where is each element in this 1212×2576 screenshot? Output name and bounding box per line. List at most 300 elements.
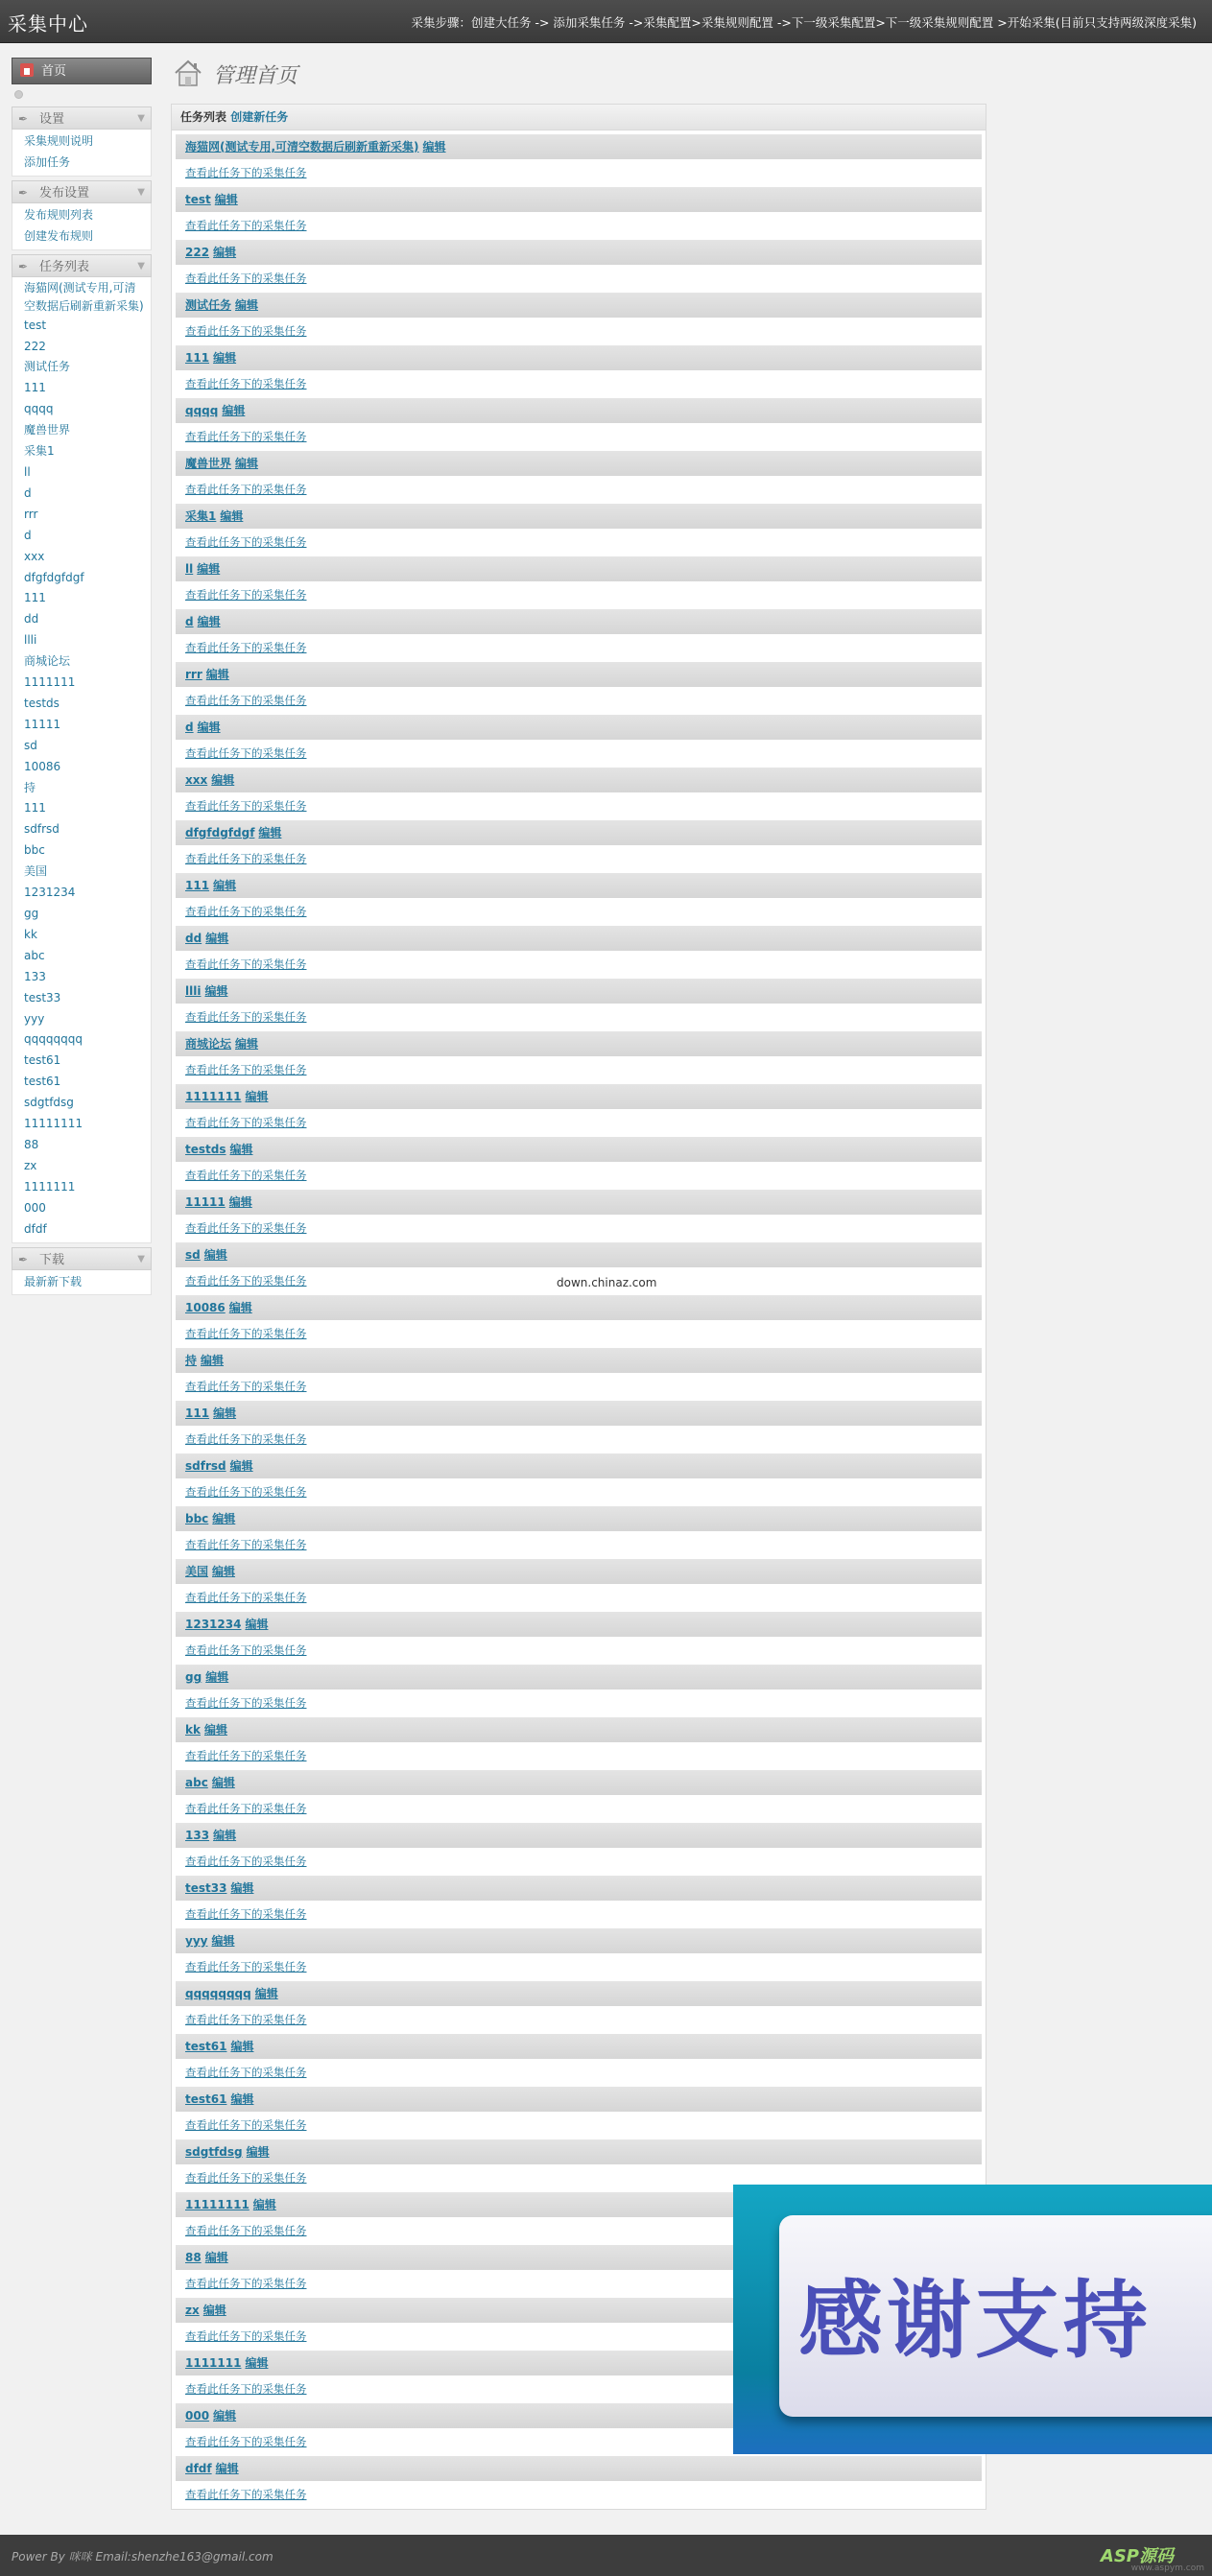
- collapse-caret-icon[interactable]: ▼: [137, 1253, 145, 1264]
- task-edit-link[interactable]: 编辑: [213, 2409, 237, 2422]
- task-edit-link[interactable]: 编辑: [229, 1143, 253, 1156]
- sidebar-item[interactable]: d: [24, 528, 32, 542]
- task-sub-row: [176, 1901, 982, 1928]
- task-edit-link[interactable]: 编辑: [203, 1723, 227, 1737]
- task-edit-link[interactable]: 编辑: [211, 1934, 235, 1948]
- sidebar-item[interactable]: 测试任务: [24, 360, 71, 374]
- task-name-link[interactable]: kk: [185, 1723, 201, 1737]
- sidebar-item[interactable]: 133: [24, 969, 46, 983]
- task-sub-row: [176, 2059, 982, 2087]
- task-edit-link[interactable]: 编辑: [213, 246, 237, 259]
- task-row: [176, 1084, 982, 1137]
- view-subtasks-link[interactable]: 查看此任务下的采集任务: [185, 2224, 307, 2237]
- sidebar-group-title: 设置: [39, 112, 65, 127]
- task-name-link[interactable]: 111: [185, 351, 210, 365]
- sidebar-item[interactable]: xxx: [24, 549, 45, 563]
- task-name-link[interactable]: 采集1: [185, 509, 217, 523]
- sidebar-item[interactable]: sdfrsd: [24, 822, 59, 837]
- task-name-link[interactable]: qqqqqqqq: [185, 1987, 251, 2000]
- task-row: [176, 1506, 982, 1559]
- task-name-link[interactable]: 1111111: [185, 1090, 242, 1103]
- panel-header: [172, 105, 986, 130]
- task-name-link[interactable]: 魔兽世界: [185, 457, 232, 470]
- task-title-bar: [176, 873, 982, 898]
- task-row: [176, 979, 982, 1031]
- task-edit-link[interactable]: 编辑: [213, 1829, 237, 1842]
- task-sub-row: [176, 1320, 982, 1348]
- task-title-bar: [176, 1348, 982, 1373]
- task-sub-row: [176, 1953, 982, 1981]
- task-name-link[interactable]: rrr: [185, 668, 202, 681]
- task-title-bar: [176, 926, 982, 951]
- task-name-link[interactable]: llli: [185, 984, 202, 998]
- view-subtasks-link[interactable]: 查看此任务下的采集任务: [185, 2435, 307, 2448]
- task-edit-link[interactable]: 编辑: [205, 668, 229, 681]
- task-name-link[interactable]: testds: [185, 1143, 226, 1156]
- task-row: [176, 1137, 982, 1190]
- sidebar-item[interactable]: 创建发布规则: [24, 228, 94, 243]
- view-subtasks-link[interactable]: 查看此任务下的采集任务: [185, 1591, 307, 1604]
- task-name-link[interactable]: xxx: [185, 773, 208, 787]
- task-name-link[interactable]: 1231234: [185, 1618, 242, 1631]
- sidebar-group-header[interactable]: [12, 180, 152, 203]
- sidebar-item-home[interactable]: [12, 58, 152, 84]
- view-subtasks-link[interactable]: 查看此任务下的采集任务: [185, 1116, 307, 1129]
- task-title-bar: [176, 1453, 982, 1478]
- sidebar-item[interactable]: 采集1: [24, 444, 55, 459]
- view-subtasks-link[interactable]: 查看此任务下的采集任务: [185, 272, 307, 285]
- task-sub-row: [176, 212, 982, 240]
- task-name-link[interactable]: yyy: [185, 1934, 208, 1948]
- sidebar-item[interactable]: 11111111: [24, 1117, 83, 1131]
- view-subtasks-link[interactable]: 查看此任务下的采集任务: [185, 905, 307, 918]
- view-subtasks-link[interactable]: 查看此任务下的采集任务: [185, 852, 307, 865]
- view-subtasks-link[interactable]: 查看此任务下的采集任务: [185, 1169, 307, 1182]
- view-subtasks-link[interactable]: 查看此任务下的采集任务: [185, 1327, 307, 1340]
- task-title-bar: [176, 1559, 982, 1584]
- task-sub-row: [176, 370, 982, 398]
- view-subtasks-link[interactable]: 查看此任务下的采集任务: [185, 430, 307, 443]
- sidebar-item[interactable]: 发布规则列表: [24, 207, 94, 222]
- task-title-bar: [176, 1401, 982, 1426]
- sidebar-item[interactable]: d: [24, 485, 32, 500]
- task-row: [176, 1981, 982, 2034]
- pin-icon: ✒: [18, 185, 29, 200]
- task-name-link[interactable]: dfdf: [185, 2462, 212, 2475]
- task-row: [176, 2456, 982, 2509]
- view-subtasks-link[interactable]: 查看此任务下的采集任务: [185, 1855, 307, 1868]
- sidebar-item[interactable]: 000: [24, 1200, 46, 1215]
- task-edit-link[interactable]: 编辑: [197, 615, 221, 628]
- view-subtasks-link[interactable]: 查看此任务下的采集任务: [185, 1907, 307, 1921]
- collapse-caret-icon[interactable]: ▼: [137, 113, 145, 124]
- task-row: [176, 1665, 982, 1717]
- view-subtasks-link[interactable]: 查看此任务下的采集任务: [185, 1749, 307, 1762]
- sidebar-item[interactable]: dd: [24, 612, 39, 626]
- task-edit-link[interactable]: 编辑: [245, 2356, 269, 2370]
- view-subtasks-link[interactable]: 查看此任务下的采集任务: [185, 588, 307, 602]
- sidebar-item[interactable]: 1111111: [24, 675, 76, 690]
- task-sub-row: [176, 581, 982, 609]
- task-edit-link[interactable]: 编辑: [205, 1670, 229, 1684]
- task-title-bar: [176, 1876, 982, 1901]
- task-row: [176, 293, 982, 345]
- view-subtasks-link[interactable]: 查看此任务下的采集任务: [185, 1538, 307, 1551]
- sidebar-item[interactable]: test: [24, 318, 47, 332]
- task-sub-row: [176, 792, 982, 820]
- sidebar-group: [12, 180, 152, 250]
- task-name-link[interactable]: 111: [185, 1406, 210, 1420]
- task-sub-row: [176, 2481, 982, 2509]
- task-row: [176, 504, 982, 556]
- sidebar-item[interactable]: 魔兽世界: [24, 423, 71, 437]
- task-edit-link[interactable]: 编辑: [258, 826, 282, 839]
- task-edit-link[interactable]: 编辑: [204, 984, 228, 998]
- task-name-link[interactable]: ll: [185, 562, 194, 576]
- sidebar-home-label: 首页: [41, 64, 67, 79]
- view-subtasks-link[interactable]: 查看此任务下的采集任务: [185, 219, 307, 232]
- task-sub-row: [176, 159, 982, 187]
- view-subtasks-link[interactable]: 查看此任务下的采集任务: [185, 2277, 307, 2290]
- task-edit-link[interactable]: 编辑: [228, 1301, 252, 1314]
- task-name-link[interactable]: d: [185, 721, 194, 734]
- task-sub-row: [176, 634, 982, 662]
- view-subtasks-link[interactable]: 查看此任务下的采集任务: [185, 2066, 307, 2079]
- task-edit-link[interactable]: 编辑: [211, 1776, 235, 1789]
- sidebar-group-header[interactable]: [12, 1247, 152, 1270]
- sidebar-item[interactable]: abc: [24, 948, 45, 962]
- task-title-bar: [176, 1084, 982, 1109]
- task-edit-link[interactable]: 编辑: [203, 1248, 227, 1262]
- sidebar-item[interactable]: test61: [24, 1053, 61, 1068]
- task-edit-link[interactable]: 编辑: [213, 879, 237, 892]
- task-sub-row: [176, 1848, 982, 1876]
- task-row: [176, 2034, 982, 2087]
- task-title-bar: [176, 293, 982, 318]
- task-name-link[interactable]: test61: [185, 2040, 227, 2053]
- task-name-link[interactable]: bbc: [185, 1512, 209, 1525]
- view-subtasks-link[interactable]: 查看此任务下的采集任务: [185, 1696, 307, 1710]
- task-sub-row: [176, 1056, 982, 1084]
- sidebar-item[interactable]: 最新新下载: [24, 1274, 83, 1288]
- site-title: 采集中心: [8, 12, 88, 35]
- sidebar-item[interactable]: 采集规则说明: [24, 134, 94, 148]
- view-subtasks-link[interactable]: 查看此任务下的采集任务: [185, 377, 307, 390]
- pin-icon: ✒: [18, 1252, 29, 1266]
- task-edit-link[interactable]: 编辑: [213, 351, 237, 365]
- view-subtasks-link[interactable]: 查看此任务下的采集任务: [185, 1274, 307, 1288]
- task-title-bar: [176, 1137, 982, 1162]
- view-subtasks-link[interactable]: 查看此任务下的采集任务: [185, 483, 307, 496]
- sidebar-group-header[interactable]: [12, 254, 152, 277]
- task-title-bar: [176, 715, 982, 740]
- collapse-caret-icon[interactable]: ▼: [137, 186, 145, 198]
- task-row: [176, 1453, 982, 1506]
- task-row: [176, 1559, 982, 1612]
- sidebar-item[interactable]: 添加任务: [24, 154, 71, 169]
- task-title-bar: [176, 187, 982, 212]
- task-edit-link[interactable]: 编辑: [205, 932, 229, 945]
- task-title-bar: [176, 2034, 982, 2059]
- task-row: [176, 1876, 982, 1928]
- collapse-caret-icon[interactable]: ▼: [137, 260, 145, 272]
- sidebar-item[interactable]: dfdf: [24, 1221, 47, 1236]
- task-row: [176, 2087, 982, 2139]
- task-name-link[interactable]: test33: [185, 1881, 227, 1895]
- view-subtasks-link[interactable]: 查看此任务下的采集任务: [185, 1960, 307, 1973]
- task-sub-row: [176, 687, 982, 715]
- task-name-link[interactable]: 海猫网(测试专用,可清空数据后刷新重新采集): [185, 140, 419, 154]
- task-sub-row: [176, 1478, 982, 1506]
- sidebar-item[interactable]: 111: [24, 591, 46, 605]
- task-name-link[interactable]: test: [185, 193, 211, 206]
- sidebar-item[interactable]: zx: [24, 1158, 37, 1172]
- view-subtasks-link[interactable]: 查看此任务下的采集任务: [185, 746, 307, 760]
- sidebar-item[interactable]: 10086: [24, 759, 61, 773]
- task-edit-link[interactable]: 编辑: [213, 1406, 237, 1420]
- task-sub-row: [176, 1215, 982, 1242]
- task-name-link[interactable]: 11111111: [185, 2198, 250, 2211]
- view-subtasks-link[interactable]: 查看此任务下的采集任务: [185, 535, 307, 549]
- sidebar-item[interactable]: test61: [24, 1075, 61, 1089]
- view-subtasks-link[interactable]: 查看此任务下的采集任务: [185, 1643, 307, 1657]
- sidebar-item[interactable]: 持: [24, 780, 36, 794]
- sidebar-item[interactable]: 海猫网(测试专用,可清空数据后刷新重新采集): [24, 280, 144, 313]
- task-row: [176, 1823, 982, 1876]
- sidebar-group-title: 任务列表: [39, 259, 90, 274]
- task-title-bar: [176, 2456, 982, 2481]
- sidebar-item[interactable]: bbc: [24, 843, 45, 858]
- task-edit-link[interactable]: 编辑: [215, 2462, 239, 2475]
- view-subtasks-link[interactable]: 查看此任务下的采集任务: [185, 1380, 307, 1393]
- task-sub-row: [176, 1742, 982, 1770]
- view-subtasks-link[interactable]: 查看此任务下的采集任务: [185, 694, 307, 707]
- sidebar-item[interactable]: kk: [24, 927, 37, 941]
- task-name-link[interactable]: 88: [185, 2251, 202, 2264]
- task-edit-link[interactable]: 编辑: [228, 1195, 252, 1209]
- sidebar-item[interactable]: dfgfdgfdgf: [24, 570, 84, 584]
- task-edit-link[interactable]: 编辑: [229, 1459, 253, 1473]
- task-edit-link[interactable]: 编辑: [230, 2092, 254, 2106]
- task-name-link[interactable]: 133: [185, 1829, 210, 1842]
- task-name-link[interactable]: gg: [185, 1670, 202, 1684]
- view-subtasks-link[interactable]: 查看此任务下的采集任务: [185, 1432, 307, 1446]
- task-row: [176, 609, 982, 662]
- task-row: [176, 1348, 982, 1401]
- task-sub-row: [176, 1690, 982, 1717]
- task-sub-row: [176, 898, 982, 926]
- task-name-link[interactable]: 测试任务: [185, 298, 232, 312]
- sidebar-groups: [12, 106, 152, 1295]
- sidebar-group-body: [12, 277, 152, 1243]
- sidebar-item[interactable]: 1111111: [24, 1179, 76, 1193]
- create-task-link[interactable]: 创建新任务: [230, 110, 289, 124]
- task-sub-row: [176, 1373, 982, 1401]
- task-edit-link[interactable]: 编辑: [201, 1354, 225, 1367]
- task-row: [176, 873, 982, 926]
- task-name-link[interactable]: 商城论坛: [185, 1037, 232, 1051]
- task-title-bar: [176, 504, 982, 529]
- task-sub-row: [176, 265, 982, 293]
- task-row: [176, 240, 982, 293]
- task-edit-link[interactable]: 编辑: [204, 2251, 228, 2264]
- task-title-bar: [176, 240, 982, 265]
- task-row: [176, 662, 982, 715]
- task-edit-link[interactable]: 编辑: [222, 404, 246, 417]
- sidebar-item[interactable]: 1231234: [24, 886, 76, 900]
- task-name-link[interactable]: abc: [185, 1776, 208, 1789]
- task-row: [176, 345, 982, 398]
- sidebar-item[interactable]: llli: [24, 633, 37, 648]
- pin-icon: ✒: [18, 259, 29, 273]
- view-subtasks-link[interactable]: 查看此任务下的采集任务: [185, 2382, 307, 2396]
- task-name-link[interactable]: 持: [185, 1354, 198, 1367]
- task-name-link[interactable]: qqqq: [185, 404, 219, 417]
- task-title-bar: [176, 2087, 982, 2112]
- sidebar-item[interactable]: gg: [24, 907, 39, 920]
- sidebar-item[interactable]: qqqqqqqq: [24, 1032, 83, 1047]
- home-icon: [20, 63, 34, 77]
- sidebar-group-header[interactable]: [12, 106, 152, 130]
- sidebar-item[interactable]: 111: [24, 801, 46, 815]
- sidebar-group-title: 发布设置: [39, 185, 90, 201]
- watermark: down.chinaz.com: [557, 1276, 657, 1289]
- view-subtasks-link[interactable]: 查看此任务下的采集任务: [185, 1063, 307, 1076]
- view-subtasks-link[interactable]: 查看此任务下的采集任务: [185, 1485, 307, 1499]
- task-panel: [171, 104, 986, 2510]
- task-edit-link[interactable]: 编辑: [197, 562, 221, 576]
- task-sub-row: [176, 2112, 982, 2139]
- task-edit-link[interactable]: 编辑: [252, 2198, 276, 2211]
- task-edit-link[interactable]: 编辑: [235, 1037, 259, 1051]
- sidebar-item[interactable]: ll: [24, 464, 31, 479]
- task-row: [176, 398, 982, 451]
- sidebar-item[interactable]: yyy: [24, 1011, 45, 1026]
- task-sub-row: [176, 318, 982, 345]
- task-name-link[interactable]: sdfrsd: [185, 1459, 226, 1473]
- sidebar-item[interactable]: 美国: [24, 864, 48, 879]
- task-row: [176, 451, 982, 504]
- view-subtasks-link[interactable]: 查看此任务下的采集任务: [185, 2171, 307, 2185]
- sidebar-item[interactable]: sd: [24, 738, 37, 752]
- task-row: [176, 1031, 982, 1084]
- task-edit-link[interactable]: 编辑: [254, 1987, 278, 2000]
- footer-logo: ASP源码: [1100, 2546, 1174, 2566]
- task-sub-row: [176, 2006, 982, 2034]
- task-name-link[interactable]: zx: [185, 2304, 200, 2317]
- task-edit-link[interactable]: 编辑: [230, 2040, 254, 2053]
- sidebar-group: [12, 1247, 152, 1296]
- task-edit-link[interactable]: 编辑: [422, 140, 446, 154]
- task-edit-link[interactable]: 编辑: [202, 2304, 226, 2317]
- task-name-link[interactable]: 222: [185, 246, 210, 259]
- task-name-link[interactable]: sdgtfdsg: [185, 2145, 243, 2159]
- task-edit-link[interactable]: 编辑: [245, 1618, 269, 1631]
- task-row: [176, 768, 982, 820]
- view-subtasks-link[interactable]: 查看此任务下的采集任务: [185, 1221, 307, 1235]
- view-subtasks-link[interactable]: 查看此任务下的采集任务: [185, 799, 307, 813]
- task-title-bar: [176, 768, 982, 792]
- task-row: [176, 926, 982, 979]
- task-name-link[interactable]: 10086: [185, 1301, 226, 1314]
- task-title-bar: [176, 345, 982, 370]
- view-subtasks-link[interactable]: 查看此任务下的采集任务: [185, 641, 307, 654]
- view-subtasks-link[interactable]: 查看此任务下的采集任务: [185, 957, 307, 971]
- sidebar: [12, 58, 152, 1299]
- task-row: [176, 1770, 982, 1823]
- task-edit-link[interactable]: 编辑: [245, 1090, 269, 1103]
- view-subtasks-link[interactable]: 查看此任务下的采集任务: [185, 1802, 307, 1815]
- task-name-link[interactable]: sd: [185, 1248, 201, 1262]
- task-edit-link[interactable]: 编辑: [211, 773, 235, 787]
- task-edit-link[interactable]: 编辑: [246, 2145, 270, 2159]
- task-name-link[interactable]: dfgfdgfdgf: [185, 826, 255, 839]
- task-name-link[interactable]: 美国: [185, 1565, 209, 1578]
- task-row: [176, 1612, 982, 1665]
- task-edit-link[interactable]: 编辑: [220, 509, 244, 523]
- footer-text: Power By 咪咪 Email:shenzhe163@gmail.com: [12, 2550, 273, 2564]
- task-edit-link[interactable]: 编辑: [197, 721, 221, 734]
- task-sub-row: [176, 1531, 982, 1559]
- sidebar-item[interactable]: 88: [24, 1137, 39, 1151]
- task-sub-row: [176, 1109, 982, 1137]
- sidebar-item[interactable]: 111: [24, 381, 46, 395]
- sidebar-item[interactable]: rrr: [24, 507, 38, 521]
- task-edit-link[interactable]: 编辑: [212, 1512, 236, 1525]
- task-row: [176, 820, 982, 873]
- task-title-bar: [176, 609, 982, 634]
- sidebar-item[interactable]: testds: [24, 696, 59, 710]
- task-title-bar: [176, 1295, 982, 1320]
- view-subtasks-link[interactable]: 查看此任务下的采集任务: [185, 324, 307, 338]
- task-title-bar: [176, 556, 982, 581]
- sidebar-item[interactable]: test33: [24, 990, 61, 1004]
- task-row: [176, 1928, 982, 1981]
- view-subtasks-link[interactable]: 查看此任务下的采集任务: [185, 166, 307, 179]
- task-edit-link[interactable]: 编辑: [235, 298, 259, 312]
- task-name-link[interactable]: 1111111: [185, 2356, 242, 2370]
- sidebar-item[interactable]: 222: [24, 339, 46, 353]
- task-name-link[interactable]: d: [185, 615, 194, 628]
- task-title-bar: [176, 451, 982, 476]
- sidebar-item[interactable]: 11111: [24, 717, 61, 731]
- task-edit-link[interactable]: 编辑: [212, 1565, 236, 1578]
- task-name-link[interactable]: dd: [185, 932, 202, 945]
- sidebar-group-title: 下载: [39, 1252, 65, 1267]
- task-edit-link[interactable]: 编辑: [235, 457, 259, 470]
- task-edit-link[interactable]: 编辑: [230, 1881, 254, 1895]
- sidebar-item[interactable]: 商城论坛: [24, 654, 71, 669]
- task-name-link[interactable]: 11111: [185, 1195, 226, 1209]
- task-name-link[interactable]: 000: [185, 2409, 210, 2422]
- task-name-link[interactable]: 111: [185, 879, 210, 892]
- task-title-bar: [176, 662, 982, 687]
- sidebar-item[interactable]: qqqq: [24, 402, 54, 416]
- view-subtasks-link[interactable]: 查看此任务下的采集任务: [185, 2488, 307, 2501]
- view-subtasks-link[interactable]: 查看此任务下的采集任务: [185, 2013, 307, 2026]
- view-subtasks-link[interactable]: 查看此任务下的采集任务: [185, 2329, 307, 2343]
- view-subtasks-link[interactable]: 查看此任务下的采集任务: [185, 1010, 307, 1024]
- task-edit-link[interactable]: 编辑: [214, 193, 238, 206]
- task-sub-row: [176, 529, 982, 556]
- task-row: [176, 715, 982, 768]
- task-row: [176, 1717, 982, 1770]
- view-subtasks-link[interactable]: 查看此任务下的采集任务: [185, 2118, 307, 2132]
- sidebar-item[interactable]: sdgtfdsg: [24, 1096, 74, 1110]
- task-name-link[interactable]: test61: [185, 2092, 227, 2106]
- task-title-bar: [176, 1031, 982, 1056]
- task-sub-row: [176, 1584, 982, 1612]
